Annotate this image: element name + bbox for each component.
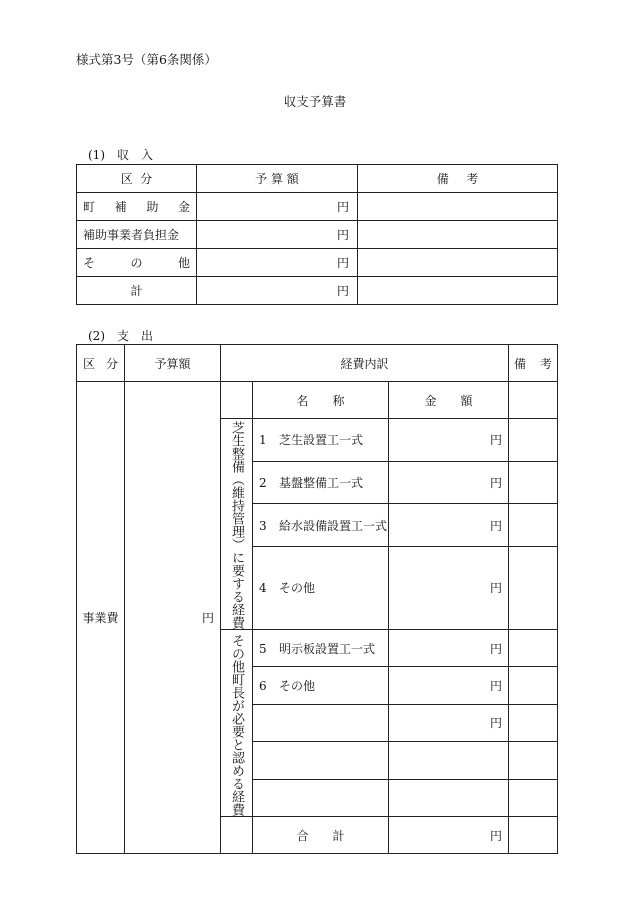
amount-cell[interactable]: 円 xyxy=(389,667,509,704)
remarks-cell[interactable] xyxy=(358,221,558,249)
expense-table xyxy=(76,344,558,854)
row-label: 補助事業者負担金 xyxy=(77,221,197,249)
table-row xyxy=(77,277,558,305)
table-row xyxy=(77,221,558,249)
budget-cell[interactable]: 円 xyxy=(197,249,358,277)
col-budget: 予 算 額 xyxy=(197,165,358,193)
item-name-cell: 6 その他 xyxy=(253,667,389,704)
remarks-cell[interactable] xyxy=(509,504,558,547)
row-label: そ の 他 xyxy=(83,256,190,270)
item-name-cell: 2 基盤整備工一式 xyxy=(253,461,389,504)
remarks-cell[interactable] xyxy=(509,419,558,462)
remarks-cell[interactable] xyxy=(358,193,558,221)
item-name-cell[interactable] xyxy=(253,779,389,816)
remarks-cell[interactable] xyxy=(509,742,558,779)
remarks-cell[interactable] xyxy=(358,277,558,305)
col-remarks-2: 考 xyxy=(540,356,553,371)
col-category-2: 分 xyxy=(140,172,153,186)
table-row xyxy=(77,193,558,221)
col-category-1: 区 xyxy=(120,172,133,186)
remarks-cell[interactable] xyxy=(509,704,558,741)
amount-cell[interactable]: 円 xyxy=(389,461,509,504)
item-name-cell: 5 明示板設置工一式 xyxy=(253,630,389,667)
budget-cell[interactable]: 円 xyxy=(197,193,358,221)
item-name-cell: 3 給水設備設置工一式 xyxy=(253,504,389,547)
table-row xyxy=(77,249,558,277)
amount-cell[interactable]: 円 xyxy=(389,504,509,547)
col-budget: 予算額 xyxy=(125,345,221,382)
amount-cell[interactable]: 円 xyxy=(389,630,509,667)
item-name-cell: 4 その他 xyxy=(253,546,389,629)
amount-cell[interactable]: 円 xyxy=(389,546,509,629)
budget-cell[interactable]: 円 xyxy=(197,277,358,305)
total-label: 合 計 xyxy=(253,817,389,854)
col-category-2: 分 xyxy=(105,356,118,371)
col-category-1: 区 xyxy=(83,356,96,371)
col-breakdown: 経費内訳 xyxy=(221,345,509,382)
row-label: 計 xyxy=(77,277,197,305)
amount-cell[interactable]: 円 xyxy=(389,419,509,462)
group2-label: その他町長が必要と認める経費 xyxy=(221,630,253,817)
item-name-cell[interactable] xyxy=(253,704,389,741)
expense-budget-cell[interactable]: 円 xyxy=(125,382,221,854)
expense-section-label: (2) 支 出 xyxy=(88,329,153,343)
group1-label: 芝生整備（維持管理）に要する経費 xyxy=(221,419,253,630)
category-cell: 事業費 xyxy=(77,382,125,854)
income-section-label: (1) 収 入 xyxy=(88,148,153,162)
col-remarks-1: 備 xyxy=(514,356,527,371)
income-table xyxy=(76,164,558,305)
subheader-row xyxy=(77,382,558,419)
remarks-cell[interactable] xyxy=(509,546,558,629)
col-remarks-2: 考 xyxy=(466,172,479,186)
amount-cell[interactable] xyxy=(389,779,509,816)
amount-cell[interactable] xyxy=(389,742,509,779)
remarks-cell[interactable] xyxy=(509,630,558,667)
remarks-cell[interactable] xyxy=(509,779,558,816)
remarks-cell[interactable] xyxy=(509,817,558,854)
remarks-cell[interactable] xyxy=(509,667,558,704)
row-label: 町 補 助 金 xyxy=(83,200,190,214)
group-spacer xyxy=(221,382,253,419)
remarks-cell[interactable] xyxy=(358,249,558,277)
total-amount-cell[interactable]: 円 xyxy=(389,817,509,854)
col-remarks-1: 備 xyxy=(436,172,449,186)
remarks-cell[interactable] xyxy=(509,382,558,419)
form-number: 様式第3号（第6条関係） xyxy=(76,52,217,67)
group-spacer xyxy=(221,817,253,854)
item-name-cell: 1 芝生設置工一式 xyxy=(253,419,389,462)
col-amount: 金 額 xyxy=(389,382,509,419)
col-item-name: 名 称 xyxy=(253,382,389,419)
income-header-row xyxy=(77,165,558,193)
item-name-cell[interactable] xyxy=(253,742,389,779)
remarks-cell[interactable] xyxy=(509,461,558,504)
budget-cell[interactable]: 円 xyxy=(197,221,358,249)
amount-cell[interactable]: 円 xyxy=(389,704,509,741)
expense-header-row xyxy=(77,345,558,382)
document-title: 収支予算書 xyxy=(283,94,347,109)
